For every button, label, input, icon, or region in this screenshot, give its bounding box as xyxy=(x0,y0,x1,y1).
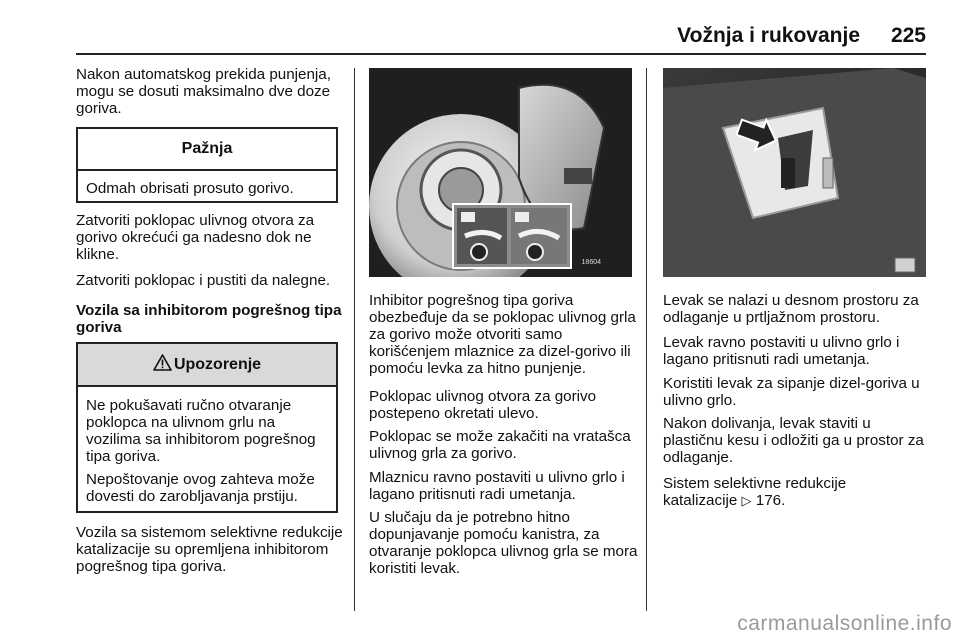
scr-paragraph: Vozila sa sistemom selektivne redukcije katalizacije su opremljena inhibitorom pogrešnog tipa goriva. xyxy=(76,524,343,575)
intro-paragraph: Nakon automatskog prekida punjenja, mogu se dosuti maksimalno dve doze goriva. xyxy=(76,66,331,117)
notice-text: Odmah obrisati prosuto gorivo. xyxy=(86,180,294,197)
watermark: carmanualsonline.info xyxy=(737,612,952,635)
notice-box xyxy=(76,127,338,203)
warning-title: Upozorenje xyxy=(173,356,262,373)
warning-triangle-icon xyxy=(153,354,172,371)
close-flap-paragraph: Zatvoriti poklopac i pustiti da nalegne. xyxy=(76,272,331,289)
funnel-store-paragraph: Nakon dolivanja, levak staviti u plastičnu kesu i odložiti ga u prostor za odlaganje. xyxy=(663,415,924,466)
funnel-storage-drawing xyxy=(663,68,926,277)
funnel-storage-illustration xyxy=(663,68,926,277)
fuel-filler-illustration xyxy=(369,68,632,277)
warning-text-1: Ne pokušavati ručno otvaranje poklopca na ulivnom grlu na vozilima sa inhibitorom pogrešnog tipa goriva. xyxy=(86,397,316,465)
page-number: 225 xyxy=(890,24,926,47)
page-reference-icon: ▷ xyxy=(741,493,752,508)
funnel-location-paragraph: Levak se nalazi u desnom prostoru za odlaganje u prtljažnom prostoru. xyxy=(663,292,919,326)
warning-text-2: Nepoštovanje ovog zahteva može dovesti do zarobljavanja prstiju. xyxy=(86,471,315,505)
funnel-insert-paragraph: Levak ravno postaviti u ulivno grlo i lagano pritisnuti radi umetanja. xyxy=(663,334,900,368)
section-heading: Vozila sa inhibitorom pogrešnog tipa goriva xyxy=(76,302,342,336)
scr-reference-paragraph xyxy=(663,475,913,509)
notice-title: Pažnja xyxy=(78,129,336,171)
column-divider-left xyxy=(354,68,355,611)
close-cap-paragraph: Zatvoriti poklopac ulivnog otvora za gorivo okrećući ga nadesno dok ne klikne. xyxy=(76,212,315,263)
canister-paragraph: U slučaju da je potrebno hitno dopunjavanje pomoću kanistra, za otvaranje poklopca ulivnog grla se mora koristiti levak. xyxy=(369,509,638,577)
nozzle-paragraph: Mlaznicu ravno postaviti u ulivno grlo i lagano pritisnuti radi umetanja. xyxy=(369,469,625,503)
warning-box xyxy=(76,342,338,513)
column-divider-right xyxy=(646,68,647,611)
header-divider xyxy=(76,53,926,55)
scr-reference-page[interactable]: 176. xyxy=(755,492,786,509)
scr-reference-text: Sistem selektivne redukcije katalizacije xyxy=(663,475,847,509)
image-code: 18604 xyxy=(581,259,601,266)
hook-cap-paragraph: Poklopac se može zakačiti na vratašca ulivnog grla za gorivo. xyxy=(369,428,631,462)
turn-cap-paragraph: Poklopac ulivnog otvora za gorivo postepeno okretati ulevo. xyxy=(369,388,597,422)
warning-header xyxy=(78,344,336,387)
chapter-title: Vožnja i rukovanje xyxy=(677,24,860,47)
inhibitor-paragraph: Inhibitor pogrešnog tipa goriva obezbeđuje da se poklopac ulivnog grla za gorivo može otvoriti samo korišćenjem mlaznice za dizel-gorivo ili pomoću levka za hitno punjenje. xyxy=(369,292,636,377)
fuel-filler-drawing xyxy=(369,68,632,277)
funnel-use-paragraph: Koristiti levak za sipanje dizel-goriva u ulivno grlo. xyxy=(663,375,920,409)
